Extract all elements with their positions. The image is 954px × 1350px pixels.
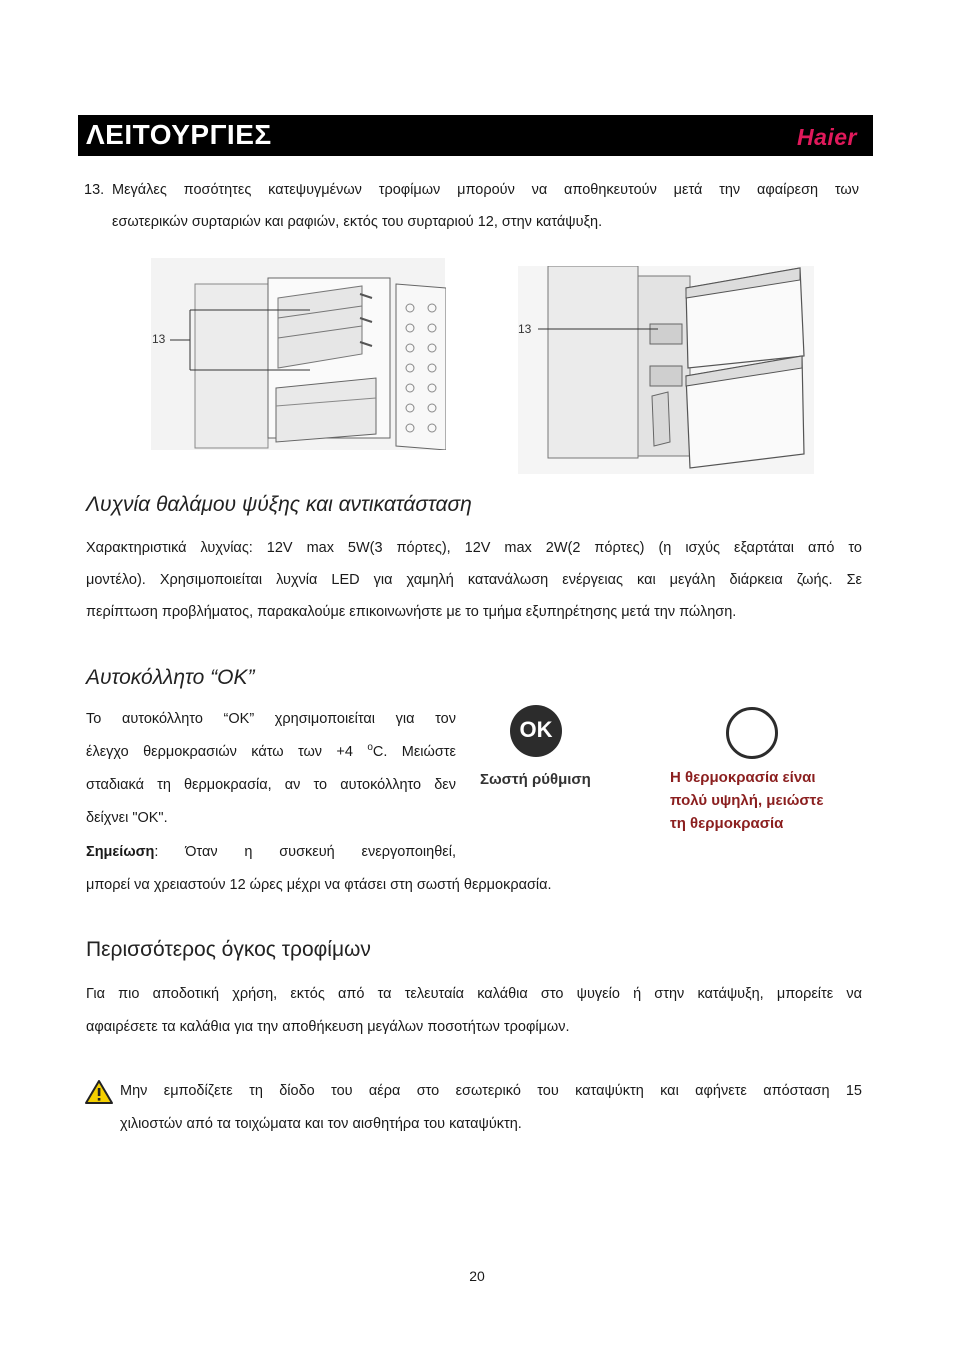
warn-caption-2: πολύ υψηλή, μειώστε (670, 792, 824, 809)
warning-line-2: χιλιοστών από τα τοιχώματα και τον αισθητήρα του καταψύκτη. (120, 1116, 522, 1132)
lamp-section-title: Λυχνία θαλάμου ψύξης και αντικατάσταση (86, 493, 472, 516)
brand-logo: Haier (796, 124, 857, 150)
fridge-shelves-figure (150, 258, 446, 450)
sticker-line-3: σταδιακά τη θερμοκρασία, αν το αυτοκόλλητο δεν (86, 777, 456, 793)
warning-triangle-icon (84, 1079, 114, 1105)
degree-sup: o (367, 742, 373, 754)
warn-caption-1: Η θερμοκρασία είναι (670, 769, 816, 786)
blank-sticker-icon (726, 707, 778, 759)
item-number: 13. (84, 182, 105, 198)
lamp-line-2: μοντέλο). Χρησιμοποιείται λυχνία LED για χαμηλή κατανάλωση ενέργειας και μεγάλη διάρκεια ζωής. Σε (86, 572, 862, 588)
volume-line-2: αφαιρέσετε τα καλάθια για την αποθήκευση μεγάλων ποσοτήτων τροφίμων. (86, 1019, 570, 1035)
freezer-drawers-figure (518, 266, 814, 474)
callout-label-right: 13 (518, 322, 532, 336)
item-13-line-1: Μεγάλες ποσότητες κατεψυγμένων τροφίμων μπορούν να αποθηκευτούν μετά την αφαίρεση των (112, 182, 859, 198)
sticker-line-1: Το αυτοκόλλητο “OK” χρησιμοποιείται για τον (86, 711, 456, 727)
header-bar (78, 115, 873, 156)
warning-line-1: Μην εμποδίζετε τη δίοδο του αέρα στο εσωτερικό του καταψύκτη και αφήνετε απόσταση 15 (120, 1083, 862, 1099)
sticker-line-4: δείχνει "OK". (86, 810, 168, 826)
ok-caption: Σωστή ρύθμιση (480, 771, 591, 788)
fridge-open-illustration (150, 258, 446, 450)
note-line-1: Σημείωση: Όταν η συσκευή ενεργοποιηθεί, (86, 844, 456, 860)
ok-sticker-icon (510, 705, 562, 757)
freezer-drawers-illustration (518, 266, 814, 474)
volume-section-title: Περισσότερος όγκος τροφίμων (86, 938, 371, 961)
callout-label-left: 13 (152, 332, 166, 346)
sticker-section-title: Αυτοκόλλητο “OK” (86, 666, 255, 689)
note-label: Σημείωση (86, 844, 155, 860)
lamp-line-3: περίπτωση προβλήματος, παρακαλούμε επικοινωνήστε με το τμήμα εξυπηρέτησης μετά την πώληση. (86, 604, 737, 620)
page-title: ΛΕΙΤΟΥΡΓΙΕΣ (86, 119, 272, 150)
warn-caption-3: τη θερμοκρασία (670, 815, 784, 832)
item-13-line-2: εσωτερικών συρταριών και ραφιών, εκτός του συρταριού 12, στην κατάψυξη. (112, 214, 603, 230)
note-line-2: μπορεί να χρειαστούν 12 ώρες μέχρι να φτάσει στη σωστή θερμοκρασία. (86, 877, 552, 893)
lamp-line-1: Χαρακτηριστικά λυχνίας: 12V max 5W(3 πόρτες), 12V max 2W(2 πόρτες) (η ισχύς εξαρτάται από το (86, 540, 862, 556)
page-number: 20 (469, 1268, 485, 1284)
volume-line-1: Για πιο αποδοτική χρήση, εκτός από τα τελευταία καλάθια στο ψυγείο ή στην κατάψυξη, μπορείτε να (86, 986, 862, 1002)
sticker-line-2: έλεγχο θερμοκρασιών κάτω των +4 $^o$C. Μειώστε (86, 742, 456, 760)
ok-badge-text: OK (519, 717, 553, 742)
